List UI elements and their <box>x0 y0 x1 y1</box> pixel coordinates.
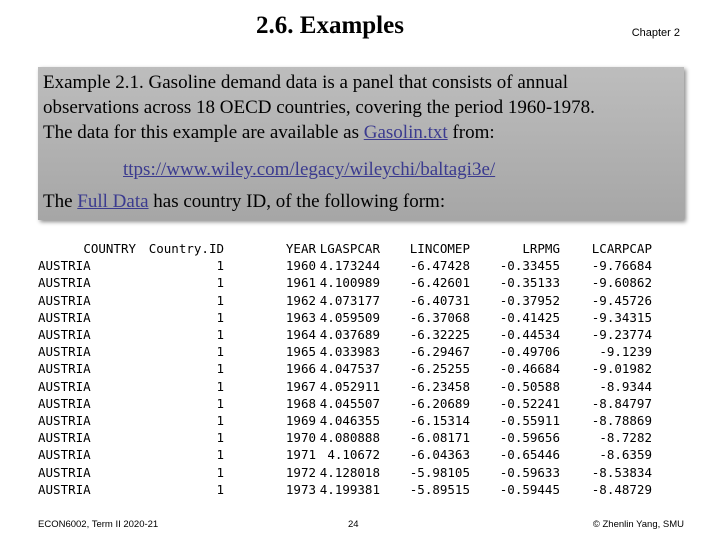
table-row <box>38 481 652 498</box>
table-cell: -8.7282 <box>599 430 652 446</box>
column-header: YEAR <box>285 241 316 256</box>
table-cell: 4.059509 <box>319 309 380 325</box>
table-cell: 1962 <box>285 292 316 308</box>
table-cell: AUSTRIA <box>38 361 91 377</box>
table-cell: -8.9344 <box>599 378 652 394</box>
table-cell: 4.173244 <box>319 258 380 274</box>
table-cell: 1 <box>216 275 224 291</box>
table-cell: -6.04363 <box>409 447 470 463</box>
example-last-line <box>43 191 445 213</box>
example-text-3-post: from: <box>447 122 495 143</box>
table-cell: AUSTRIA <box>38 344 91 360</box>
table-cell: -0.35133 <box>499 275 560 291</box>
table-cell: -0.41425 <box>499 309 560 325</box>
table-cell: -0.59633 <box>499 464 560 480</box>
table-cell: 1967 <box>285 378 316 394</box>
table-cell: -6.25255 <box>409 361 470 377</box>
column-header: Country.ID <box>148 241 224 256</box>
table-cell: AUSTRIA <box>38 464 91 480</box>
table-cell: 1 <box>216 413 224 429</box>
table-cell: -6.40731 <box>409 292 470 308</box>
table-cell: -8.84797 <box>591 395 652 411</box>
table-cell: 1 <box>216 361 224 377</box>
footer-copyright: © Zhenlin Yang, SMU <box>592 519 684 530</box>
table-row <box>38 274 652 291</box>
table-cell: 4.199381 <box>319 481 380 497</box>
table-row <box>38 360 652 377</box>
table-cell: AUSTRIA <box>38 275 91 291</box>
table-cell: -0.50588 <box>499 378 560 394</box>
example-box <box>38 67 684 220</box>
footer-page-number: 24 <box>348 519 359 530</box>
table-cell: -6.42601 <box>409 275 470 291</box>
table-body <box>38 257 652 498</box>
example-paragraph <box>43 70 683 145</box>
column-header: LINCOMEP <box>409 241 470 256</box>
table-cell: -9.23774 <box>591 327 652 343</box>
table-cell: 1963 <box>285 309 316 325</box>
table-cell: 4.052911 <box>319 378 380 394</box>
table-cell: -9.34315 <box>591 309 652 325</box>
table-cell: 4.100989 <box>319 275 380 291</box>
table-cell: AUSTRIA <box>38 327 91 343</box>
table-cell: 1 <box>216 430 224 446</box>
table-row <box>38 395 652 412</box>
table-cell: AUSTRIA <box>38 378 91 394</box>
table-cell: -5.98105 <box>409 464 470 480</box>
table-cell: -6.37068 <box>409 309 470 325</box>
footer-course: ECON6002, Term II 2020-21 <box>38 519 159 530</box>
table-row <box>38 257 652 274</box>
table-cell: -0.59445 <box>499 481 560 497</box>
table-cell: 1966 <box>285 361 316 377</box>
table-cell: 1 <box>216 395 224 411</box>
table-cell: 1960 <box>285 258 316 274</box>
table-cell: 1 <box>216 344 224 360</box>
table-row <box>38 429 652 446</box>
table-row <box>38 309 652 326</box>
table-cell: 1 <box>216 309 224 325</box>
table-cell: -9.1239 <box>599 344 652 360</box>
table-row <box>38 378 652 395</box>
table-cell: 4.033983 <box>319 344 380 360</box>
table-row <box>38 292 652 309</box>
table-cell: 4.046355 <box>319 413 380 429</box>
table-cell: -9.45726 <box>591 292 652 308</box>
table-cell: 4.073177 <box>319 292 380 308</box>
table-cell: -0.55911 <box>499 413 560 429</box>
table-cell: AUSTRIA <box>38 309 91 325</box>
table-cell: -6.08171 <box>409 430 470 446</box>
example-line-2: observations across 18 OECD countries, covering the period 1960-1978. <box>43 97 595 118</box>
table-cell: 4.128018 <box>319 464 380 480</box>
table-cell: AUSTRIA <box>38 430 91 446</box>
table-cell: -0.33455 <box>499 258 560 274</box>
table-cell: -0.49706 <box>499 344 560 360</box>
table-cell: 4.045507 <box>319 395 380 411</box>
example-line-3 <box>43 120 683 145</box>
table-cell: -6.15314 <box>409 413 470 429</box>
table-cell: 1970 <box>285 430 316 446</box>
table-cell: -0.65446 <box>499 447 560 463</box>
table-cell: -9.01982 <box>591 361 652 377</box>
table-cell: 1 <box>216 327 224 343</box>
table-cell: -5.89515 <box>409 481 470 497</box>
table-cell: 1968 <box>285 395 316 411</box>
table-cell: -8.78869 <box>591 413 652 429</box>
table-cell: -0.46684 <box>499 361 560 377</box>
table-row <box>38 343 652 360</box>
table-cell: -8.48729 <box>591 481 652 497</box>
table-cell: AUSTRIA <box>38 413 91 429</box>
example-text-1: Gasoline demand data is a panel that consists of annual <box>143 72 568 93</box>
table-cell: -8.6359 <box>599 447 652 463</box>
table-cell: AUSTRIA <box>38 292 91 308</box>
last-line-post: has country ID, of the following form: <box>148 191 446 212</box>
table-cell: -6.20689 <box>409 395 470 411</box>
table-cell: 1961 <box>285 275 316 291</box>
table-cell: AUSTRIA <box>38 481 91 497</box>
table-cell: -6.23458 <box>409 378 470 394</box>
table-row <box>38 446 652 463</box>
table-cell: AUSTRIA <box>38 395 91 411</box>
table-header-row <box>38 240 652 257</box>
table-cell: 1 <box>216 258 224 274</box>
table-cell: -9.60862 <box>591 275 652 291</box>
example-line-1 <box>43 70 683 95</box>
table-cell: AUSTRIA <box>38 447 91 463</box>
column-header: LRPMG <box>522 241 560 256</box>
last-line-pre: The <box>43 191 78 212</box>
table-cell: 1972 <box>285 464 316 480</box>
table-cell: -0.52241 <box>499 395 560 411</box>
chapter-label: Chapter 2 <box>631 27 680 39</box>
column-header: LCARPCAP <box>591 241 652 256</box>
column-header: LGASPCAR <box>319 241 380 256</box>
gasoline-data-table <box>38 240 652 498</box>
table-cell: -6.29467 <box>409 344 470 360</box>
table-cell: AUSTRIA <box>38 258 91 274</box>
table-row <box>38 412 652 429</box>
table-cell: -6.47428 <box>409 258 470 274</box>
table-cell: 1965 <box>285 344 316 360</box>
table-cell: 1964 <box>285 327 316 343</box>
table-cell: 4.037689 <box>319 327 380 343</box>
table-row <box>38 326 652 343</box>
table-row <box>38 464 652 481</box>
table-cell: -8.53834 <box>591 464 652 480</box>
table-cell: 1 <box>216 464 224 480</box>
data-url-link[interactable]: ttps://www.wiley.com/legacy/wileychi/baltagi3e/ <box>123 159 496 180</box>
slide-title: 2.6. Examples <box>256 12 404 39</box>
table-cell: -6.32225 <box>409 327 470 343</box>
example-label: Example 2.1. <box>43 72 144 93</box>
table-cell: 1971 <box>285 447 316 463</box>
column-header: COUNTRY <box>83 241 136 256</box>
gasolin-file-link[interactable]: Gasolin.txt <box>363 122 448 143</box>
table-cell: 1 <box>216 378 224 394</box>
table-cell: -0.44534 <box>499 327 560 343</box>
table-cell: 4.047537 <box>319 361 380 377</box>
table-cell: 4.080888 <box>319 430 380 446</box>
table-cell: -9.76684 <box>591 258 652 274</box>
table-cell: 1 <box>216 481 224 497</box>
full-data-link[interactable]: Full Data <box>77 191 149 212</box>
table-cell: 1 <box>216 447 224 463</box>
table-cell: 4.10672 <box>327 447 380 463</box>
table-cell: -0.37952 <box>499 292 560 308</box>
table-cell: 1969 <box>285 413 316 429</box>
table-cell: 1 <box>216 292 224 308</box>
example-text-3-pre: The data for this example are available as <box>43 122 364 143</box>
table-cell: 1973 <box>285 481 316 497</box>
table-cell: -0.59656 <box>499 430 560 446</box>
